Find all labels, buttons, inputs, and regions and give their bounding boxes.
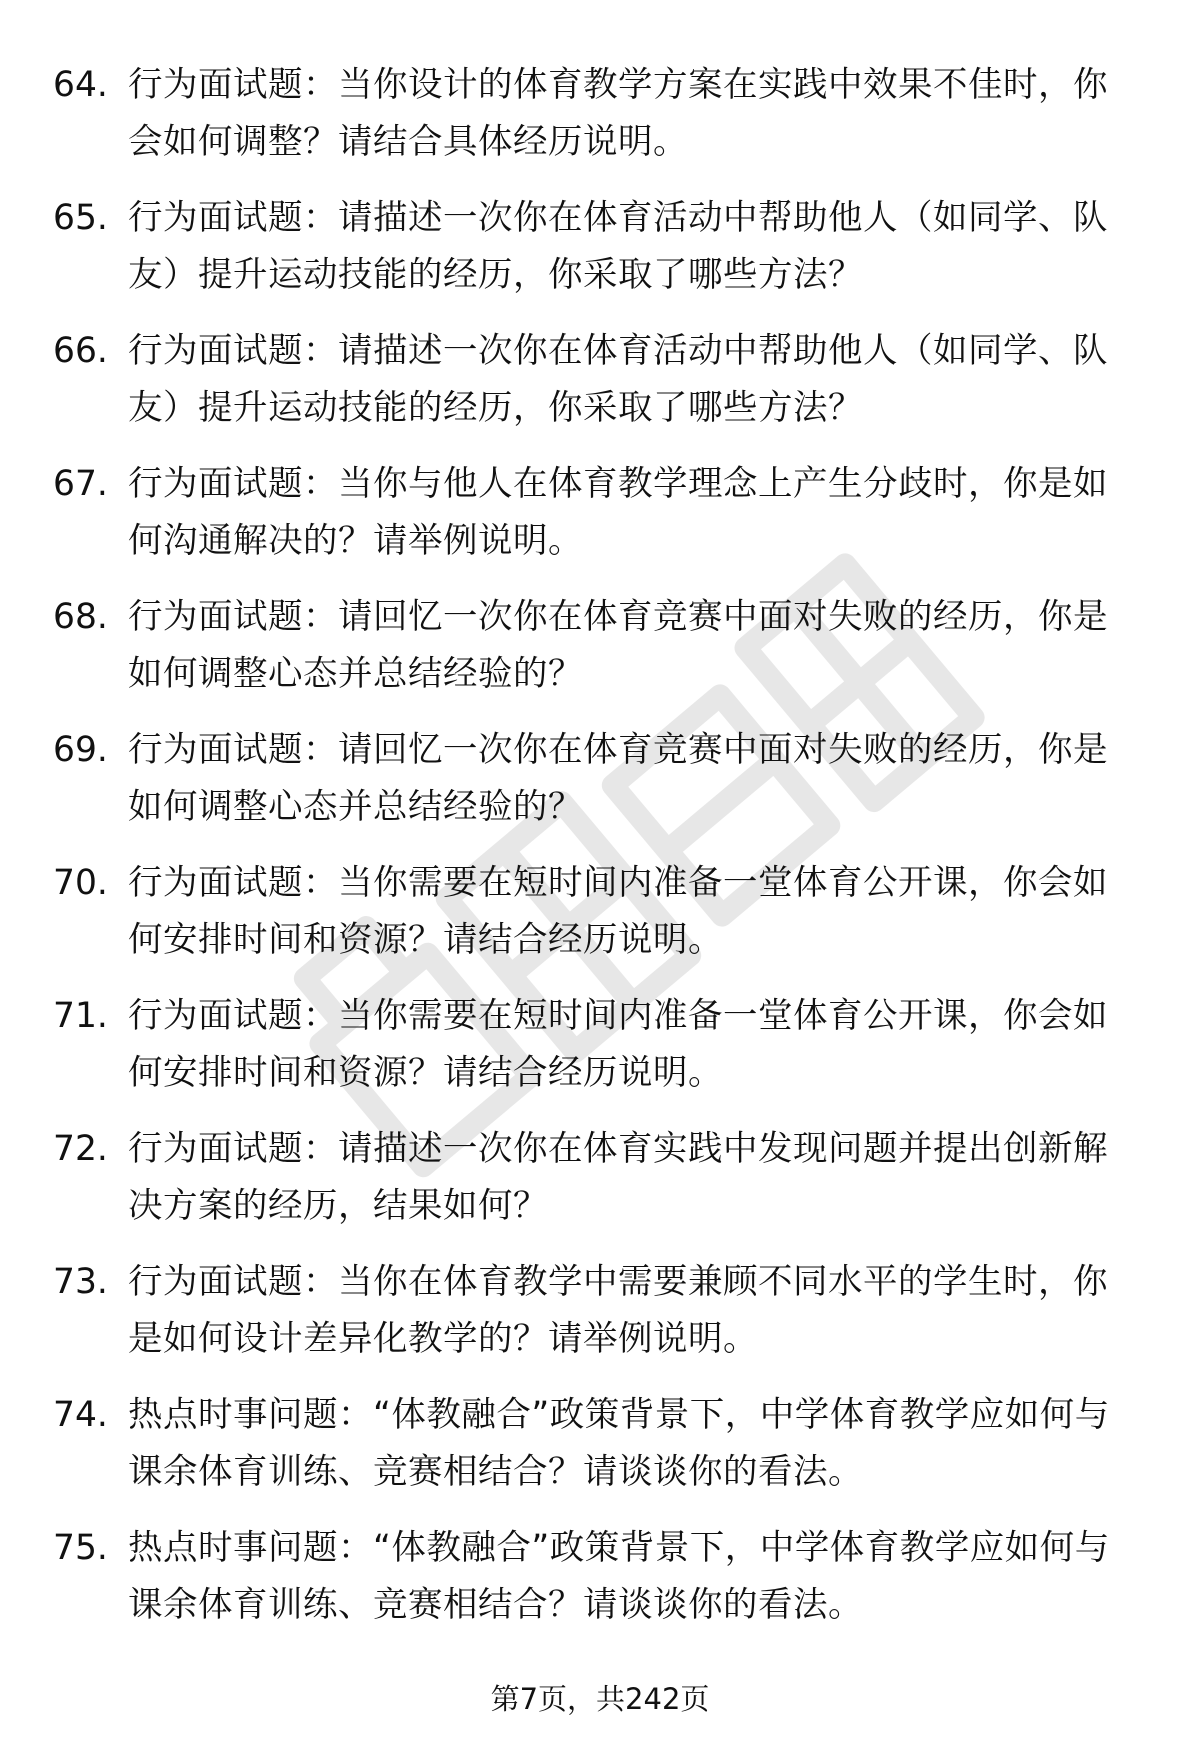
question-item <box>0 323 1200 456</box>
question-text: 热点时事问题：“体教融合”政策背景下，中学体育教学应如何与课余体育训练、竞赛相结合？请谈谈你的看法。 <box>128 1528 1110 1625</box>
question-item <box>0 456 1200 589</box>
question-text: 行为面试题：当你需要在短时间内准备一堂体育公开课，你会如何安排时间和资源？请结合经历说明。 <box>128 996 1108 1093</box>
page-footer: 第7页，共242页 <box>490 1682 710 1716</box>
question-text: 行为面试题：请回忆一次你在体育竞赛中面对失败的经历，你是如何调整心态并总结经验的？ <box>128 597 1108 694</box>
question-item <box>0 589 1200 722</box>
question-text: 热点时事问题：“体教融合”政策背景下，中学体育教学应如何与课余体育训练、竞赛相结合？请谈谈你的看法。 <box>128 1395 1110 1492</box>
question-text: 行为面试题：当你需要在短时间内准备一堂体育公开课，你会如何安排时间和资源？请结合经历说明。 <box>128 863 1108 960</box>
question-item <box>0 57 1200 190</box>
question-item <box>0 722 1200 855</box>
question-number: 69. <box>53 730 108 770</box>
question-item <box>0 1387 1200 1520</box>
question-item <box>0 1121 1200 1254</box>
question-text: 行为面试题：请回忆一次你在体育竞赛中面对失败的经历，你是如何调整心态并总结经验的？ <box>128 730 1108 827</box>
question-number: 65. <box>53 198 108 238</box>
question-text: 行为面试题：当你与他人在体育教学理念上产生分歧时，你是如何沟通解决的？请举例说明。 <box>128 464 1108 561</box>
question-number: 68. <box>53 597 108 637</box>
question-number: 75. <box>53 1528 108 1568</box>
question-text: 行为面试题：请描述一次你在体育活动中帮助他人（如同学、队友）提升运动技能的经历，你采取了哪些方法？ <box>128 198 1108 295</box>
question-number: 67. <box>53 464 108 504</box>
question-text: 行为面试题：当你在体育教学中需要兼顾不同水平的学生时，你是如何设计差异化教学的？请举例说明。 <box>128 1262 1108 1359</box>
question-item <box>0 1520 1200 1653</box>
question-item <box>0 988 1200 1121</box>
question-number: 66. <box>53 331 108 371</box>
question-item <box>0 1254 1200 1387</box>
question-number: 72. <box>53 1129 108 1169</box>
question-text: 行为面试题：请描述一次你在体育活动中帮助他人（如同学、队友）提升运动技能的经历，你采取了哪些方法？ <box>128 331 1108 428</box>
question-item <box>0 855 1200 988</box>
question-text: 行为面试题：当你设计的体育教学方案在实践中效果不佳时，你会如何调整？请结合具体经历说明。 <box>128 65 1108 162</box>
question-number: 71. <box>53 996 108 1036</box>
question-text: 行为面试题：请描述一次你在体育实践中发现问题并提出创新解决方案的经历，结果如何？ <box>128 1129 1108 1226</box>
question-number: 73. <box>53 1262 108 1302</box>
question-number: 64. <box>53 65 108 105</box>
question-item <box>0 190 1200 323</box>
question-list <box>0 57 1200 1653</box>
question-number: 74. <box>53 1395 108 1435</box>
question-number: 70. <box>53 863 108 903</box>
